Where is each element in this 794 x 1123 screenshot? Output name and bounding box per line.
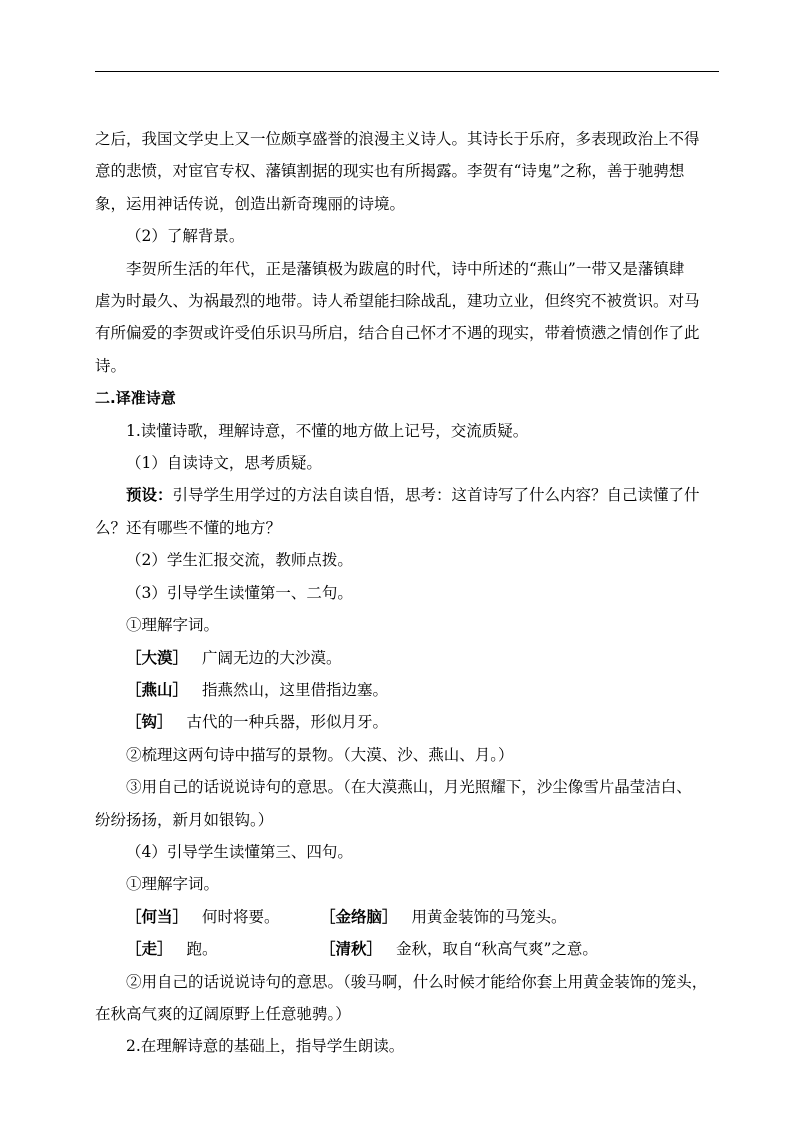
document-body	[95, 123, 719, 1063]
glossary-item	[95, 706, 719, 738]
header-rule	[95, 71, 719, 72]
glossary-term: ［燕山］	[126, 680, 189, 699]
glossary-definition: 跑。	[186, 940, 218, 959]
glossary-second-column	[320, 933, 598, 965]
glossary-item	[95, 674, 719, 706]
paragraph-line: 李贺所生活的年代，正是藩镇极为跋扈的时代，诗中所述的“燕山”一带又是藩镇肆	[126, 259, 685, 278]
paragraph-line: 虐为时最久、为祸最烈的地带。诗人希望能扫除战乱，建功立业，但终究不被赏识。对马	[95, 292, 700, 311]
glossary-definition: 古代的一种兵器，形似月牙。	[186, 713, 389, 732]
glossary-row	[95, 901, 719, 933]
paragraph-line: ②梳理这两句诗中描写的景物。（大漠、沙、燕山、月。）	[126, 745, 514, 764]
glossary-term: ［清秋］	[320, 940, 383, 959]
glossary-definition: 指燕然山，这里借指边塞。	[202, 680, 389, 699]
paragraph-line: 诗。	[95, 356, 127, 375]
glossary-term: ［钩］	[126, 713, 173, 732]
preset-paragraph	[95, 479, 719, 511]
section-heading: 二.译准诗意	[95, 389, 176, 408]
glossary-term: ［走］	[126, 940, 173, 959]
paragraph-line: 意的悲愤，对宦官专权、藩镇割据的现实也有所揭露。李贺有“诗鬼”之称，善于驰骋想	[95, 162, 685, 181]
glossary-term: ［大漠］	[126, 648, 189, 667]
paragraph-line: 之后，我国文学史上又一位颇享盛誉的浪漫主义诗人。其诗长于乐府，多表现政治上不得	[95, 130, 700, 148]
glossary-row	[95, 933, 719, 965]
glossary-item	[95, 642, 719, 674]
paragraph-line: 有所偏爱的李贺或许受伯乐识马所启，结合自己怀才不遇的现实，带着愤懑之情创作了此	[95, 324, 700, 343]
paragraph-line: 1.读懂诗歌，理解诗意，不懂的地方做上记号，交流质疑。	[126, 421, 529, 440]
subheading-background: （2）了解背景。	[126, 227, 245, 246]
glossary-definition: 何时将要。	[202, 907, 280, 926]
paragraph-line: 么？还有哪些不懂的地方？	[95, 518, 282, 537]
paragraph-line: ①理解字词。	[126, 616, 220, 635]
paragraph-line: （1）自读诗文，思考质疑。	[126, 454, 322, 473]
paragraph-line: （4）引导学生读懂第三、四句。	[126, 842, 353, 861]
paragraph-line: ①理解字词。	[126, 875, 220, 894]
glossary-term: ［金络脑］	[320, 907, 398, 926]
preset-text: 引导学生用学过的方法自读自悟，思考：这首诗写了什么内容？自己读懂了什	[172, 486, 700, 505]
glossary-second-column	[320, 901, 567, 933]
paragraph-line: ②用自己的话说说诗句的意思。（骏马啊，什么时候才能给你套上用黄金装饰的笼头，	[126, 972, 708, 991]
paragraph-line: （2）学生汇报交流，教师点拨。	[126, 551, 353, 570]
glossary-definition: 广阔无边的大沙漠。	[202, 648, 342, 667]
paragraph-line: 纷纷扬扬，新月如银钩。）	[95, 810, 274, 829]
preset-label: 预设：	[126, 486, 173, 505]
glossary-definition: 金秋，取自“秋高气爽”之意。	[396, 940, 598, 959]
glossary-term: ［何当］	[126, 907, 189, 926]
paragraph-line: ③用自己的话说说诗句的意思。（在大漠燕山，月光照耀下，沙尘像雪片晶莹洁白、	[126, 778, 692, 797]
paragraph-line: 2.在理解诗意的基础上，指导学生朗读。	[126, 1037, 405, 1056]
paragraph-line: （3）引导学生读懂第一、二句。	[126, 583, 353, 602]
paragraph-line: 在秋高气爽的辽阔原野上任意驰骋。）	[95, 1004, 351, 1023]
paragraph-line: 象，运用神话传说，创造出新奇瑰丽的诗境。	[95, 194, 406, 213]
glossary-definition: 用黄金装饰的马笼头。	[411, 907, 567, 926]
